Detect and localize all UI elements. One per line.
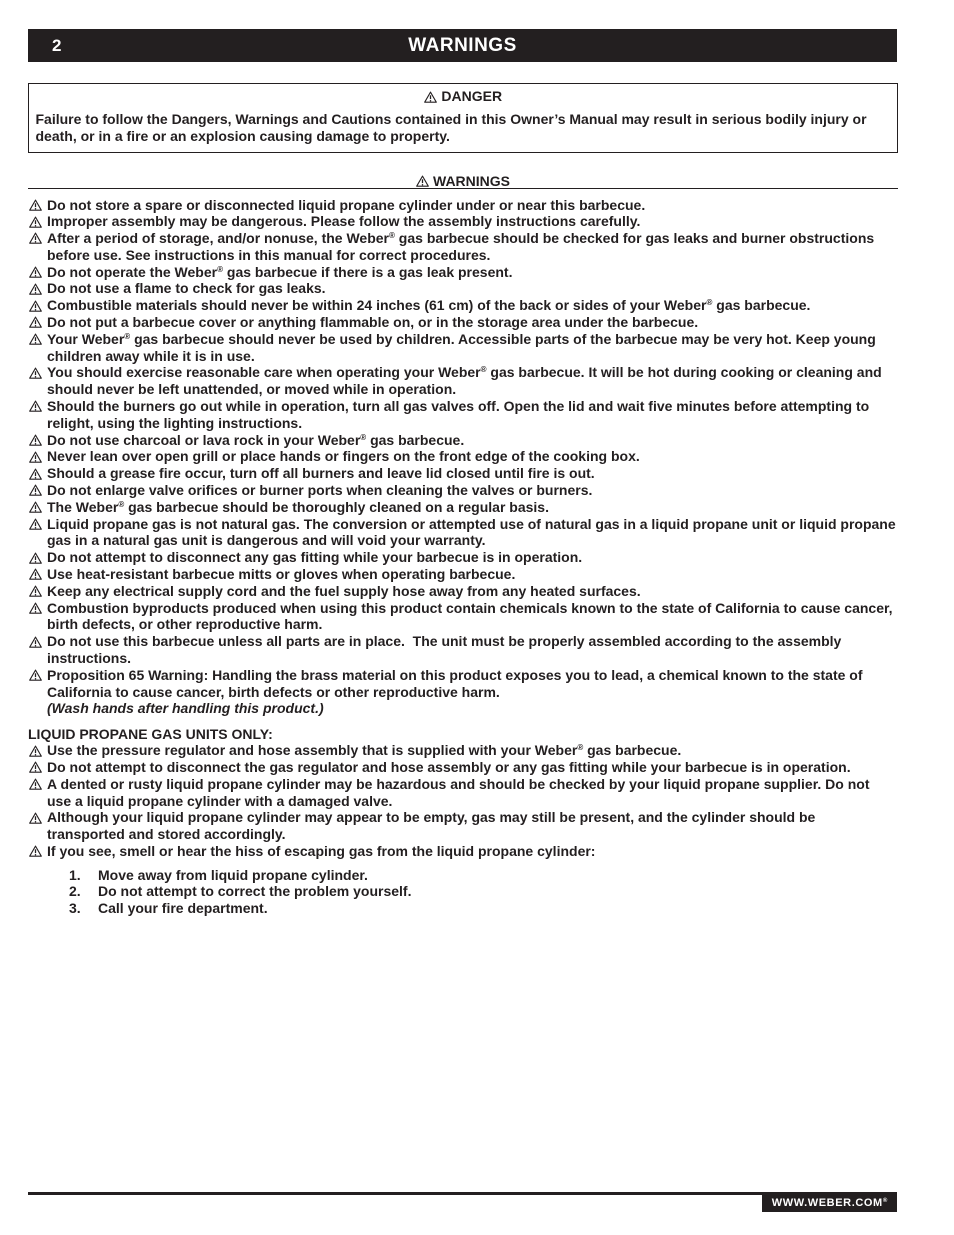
warning-icon xyxy=(28,448,47,465)
warning-item-text xyxy=(47,633,898,667)
lp-warning-item xyxy=(28,843,898,860)
lp-warning-item xyxy=(28,809,898,843)
warning-item-text xyxy=(47,600,898,634)
warning-icon xyxy=(28,197,47,214)
warning-item xyxy=(28,280,898,297)
warning-item-text xyxy=(47,364,898,398)
warning-line: Proposition 65 Warning: Handling the brass material on this product exposes you to lead, a chemical known to the state of xyxy=(47,666,863,683)
warning-item xyxy=(28,213,898,230)
warning-line: The Weber® gas barbecue should be thoroughly cleaned on a regular basis. xyxy=(47,498,549,515)
warning-item xyxy=(28,230,898,264)
warning-icon xyxy=(28,583,47,600)
warning-item xyxy=(28,667,898,717)
warning-line: Combustion byproducts produced when using this product contain chemicals known to the state of California to cause cancer, xyxy=(47,599,893,616)
lp-warning-line: Although your liquid propane cylinder may appear to be empty, gas may still be present, and the cylinder should be xyxy=(47,809,816,826)
warning-item-text xyxy=(47,516,898,550)
warning-icon xyxy=(28,230,47,247)
warning-icon xyxy=(28,331,47,348)
warning-item-text xyxy=(47,499,898,516)
warning-line: Do not use a flame to check for gas leaks. xyxy=(47,280,326,297)
warnings-heading xyxy=(28,173,898,190)
warning-line: birth defects, or other reproductive harm. xyxy=(47,616,323,633)
warning-item-text xyxy=(47,432,898,449)
warning-icon xyxy=(28,566,47,583)
step-number: 2. xyxy=(69,883,81,900)
lp-warning-item-text xyxy=(47,809,898,843)
warning-item xyxy=(28,549,898,566)
lp-warning-item-text xyxy=(47,742,898,759)
warning-item xyxy=(28,600,898,634)
warning-item xyxy=(28,197,898,214)
danger-heading xyxy=(36,88,892,105)
warning-item xyxy=(28,583,898,600)
warning-item-text xyxy=(47,465,898,482)
warning-icon xyxy=(28,809,47,826)
warning-line: California to cause cancer, birth defects or other reproductive harm. xyxy=(47,683,500,700)
warning-line: should never be left unattended, or moved while in operation. xyxy=(47,381,457,398)
step-number: 1. xyxy=(69,866,81,883)
warning-item-text xyxy=(47,667,898,717)
page-number: 2 xyxy=(52,36,62,55)
warning-item xyxy=(28,499,898,516)
warning-icon xyxy=(28,499,47,516)
warning-item-text xyxy=(47,482,898,499)
warning-line: Should a grease fire occur, turn off all burners and leave lid closed until fire is out. xyxy=(47,465,595,482)
warning-icon xyxy=(416,175,429,187)
step-item xyxy=(28,883,898,900)
step-text: Move away from liquid propane cylinder. xyxy=(98,866,368,883)
warning-icon xyxy=(28,213,47,230)
step-text: Call your fire department. xyxy=(98,900,268,917)
step-item xyxy=(28,900,898,917)
danger-text-line: death, or in a fire or an explosion causing damage to property. xyxy=(35,128,450,144)
warning-icon xyxy=(28,280,47,297)
warning-item-text xyxy=(47,583,898,600)
warning-line: Never lean over open grill or place hands or fingers on the front edge of the cooking box. xyxy=(47,448,640,465)
warning-icon xyxy=(28,398,47,415)
lp-warning-item xyxy=(28,742,898,759)
warning-item xyxy=(28,432,898,449)
lp-warning-item-text xyxy=(47,776,898,810)
warning-line: Do not operate the Weber® gas barbecue if there is a gas leak present. xyxy=(47,263,513,280)
gas-leak-steps xyxy=(28,867,898,917)
warning-item-text xyxy=(47,230,898,264)
page-header-bar xyxy=(28,29,897,62)
lp-units-heading: LIQUID PROPANE GAS UNITS ONLY: xyxy=(28,725,273,742)
warning-item-text xyxy=(47,197,898,214)
lp-warning-item-text xyxy=(47,843,898,860)
warning-line: relight, using the lighting instructions. xyxy=(47,414,303,431)
warning-item-text xyxy=(47,566,898,583)
warning-icon xyxy=(424,91,437,103)
warning-item xyxy=(28,297,898,314)
warning-item xyxy=(28,264,898,281)
lp-warning-item xyxy=(28,759,898,776)
warning-line: Use heat-resistant barbecue mitts or gloves when operating barbecue. xyxy=(47,566,516,583)
lp-warning-line: transported and stored accordingly. xyxy=(47,826,286,843)
warning-item xyxy=(28,482,898,499)
warning-line: Do not use charcoal or lava rock in your Weber® gas barbecue. xyxy=(47,431,465,448)
warning-line: You should exercise reasonable care when operating your Weber® gas barbecue. It will be hot during cooking or cleaning and xyxy=(47,364,882,381)
warning-line: Do not use this barbecue unless all parts are in place. The unit must be properly assembled according to the assembly xyxy=(47,633,842,650)
warning-line: Liquid propane gas is not natural gas. The conversion or attempted use of natural gas in a liquid propane unit or liquid propane xyxy=(47,515,896,532)
warnings-list xyxy=(28,197,898,718)
warning-item xyxy=(28,331,898,365)
warning-icon xyxy=(28,264,47,281)
warning-icon xyxy=(28,364,47,381)
step-text: Do not attempt to correct the problem yourself. xyxy=(98,883,412,900)
page-title: WARNINGS xyxy=(408,35,517,56)
warning-icon xyxy=(28,432,47,449)
warning-item xyxy=(28,448,898,465)
warning-item-text xyxy=(47,398,898,432)
warning-line: Do not attempt to disconnect any gas fitting while your barbecue is in operation. xyxy=(47,549,583,566)
warning-icon xyxy=(28,549,47,566)
warnings-divider xyxy=(28,188,898,189)
warning-item-text xyxy=(47,264,898,281)
warning-icon xyxy=(28,667,47,684)
warning-icon xyxy=(28,776,47,793)
lp-warning-line: If you see, smell or hear the hiss of escaping gas from the liquid propane cylinder: xyxy=(47,843,596,860)
warning-item xyxy=(28,398,898,432)
warning-icon xyxy=(28,843,47,860)
warning-item-text xyxy=(47,280,898,297)
lp-warning-line: Use the pressure regulator and hose assembly that is supplied with your Weber® gas barbecue. xyxy=(47,742,682,759)
lp-warning-line: Do not attempt to disconnect the gas regulator and hose assembly or any gas fitting while your barbecue is in operation. xyxy=(47,759,851,776)
warning-icon xyxy=(28,759,47,776)
warning-item-text xyxy=(47,448,898,465)
warning-item xyxy=(28,633,898,667)
warning-item-text xyxy=(47,314,898,331)
warning-line: After a period of storage, and/or nonuse, the Weber® gas barbecue should be checked for gas leaks and burner obstructions xyxy=(47,230,875,247)
warning-line: before use. See instructions in this manual for correct procedures. xyxy=(47,246,491,263)
warning-line: children away while it is in use. xyxy=(47,347,255,364)
warning-icon xyxy=(28,633,47,650)
warning-item xyxy=(28,314,898,331)
warning-icon xyxy=(28,482,47,499)
lp-units-list xyxy=(28,742,898,860)
lp-warning-line: use a liquid propane cylinder with a damaged valve. xyxy=(47,792,393,809)
step-item xyxy=(28,867,898,884)
warning-item xyxy=(28,566,898,583)
warning-item-text xyxy=(47,331,898,365)
warning-line: instructions. xyxy=(47,650,132,667)
warning-icon xyxy=(28,600,47,617)
warning-icon xyxy=(28,516,47,533)
warning-line: Improper assembly may be dangerous. Please follow the assembly instructions carefully. xyxy=(47,213,641,230)
lp-warning-item-text xyxy=(47,759,898,776)
step-number: 3. xyxy=(69,900,81,917)
warning-icon xyxy=(28,742,47,759)
warning-item-text xyxy=(47,213,898,230)
warning-item xyxy=(28,516,898,550)
warning-icon xyxy=(28,314,47,331)
warning-note: (Wash hands after handling this product.) xyxy=(47,700,324,717)
warning-line: Do not store a spare or disconnected liquid propane cylinder under or near this barbecue. xyxy=(47,196,646,213)
warning-item-text xyxy=(47,297,898,314)
lp-warning-line: A dented or rusty liquid propane cylinder may be hazardous and should be checked by your liquid propane supplier. Do not xyxy=(47,775,870,792)
warning-item xyxy=(28,465,898,482)
danger-text-line: Failure to follow the Dangers, Warnings and Cautions contained in this Owner’s Manual may result in serious bodily injury or xyxy=(35,111,867,127)
warning-line: Your Weber® gas barbecue should never be used by children. Accessible parts of the barbecue may be very hot. Keep young xyxy=(47,330,876,347)
warning-icon xyxy=(28,297,47,314)
warning-line: Do not enlarge valve orifices or burner ports when cleaning the valves or burners. xyxy=(47,482,593,499)
warning-icon xyxy=(28,465,47,482)
warning-line: gas in a natural gas unit is dangerous and will void your warranty. xyxy=(47,532,486,549)
warning-line: Do not put a barbecue cover or anything flammable on, or in the storage area under the barbecue. xyxy=(47,314,699,331)
warning-item xyxy=(28,364,898,398)
danger-heading-text: DANGER xyxy=(441,88,503,104)
warnings-heading-text: WARNINGS xyxy=(433,172,510,189)
warning-item-text xyxy=(47,549,898,566)
warning-line: Combustible materials should never be within 24 inches (61 cm) of the back or sides of your Weber® gas barbecue. xyxy=(47,297,811,314)
lp-warning-item xyxy=(28,776,898,810)
warning-line: Keep any electrical supply cord and the fuel supply hose away from any heated surfaces. xyxy=(47,582,641,599)
footer-website: WWW.WEBER.COM® xyxy=(762,1195,897,1212)
danger-box xyxy=(28,83,898,153)
warning-line: Should the burners go out while in operation, turn all gas valves off. Open the lid and wait five minutes before attempting to xyxy=(47,398,870,415)
